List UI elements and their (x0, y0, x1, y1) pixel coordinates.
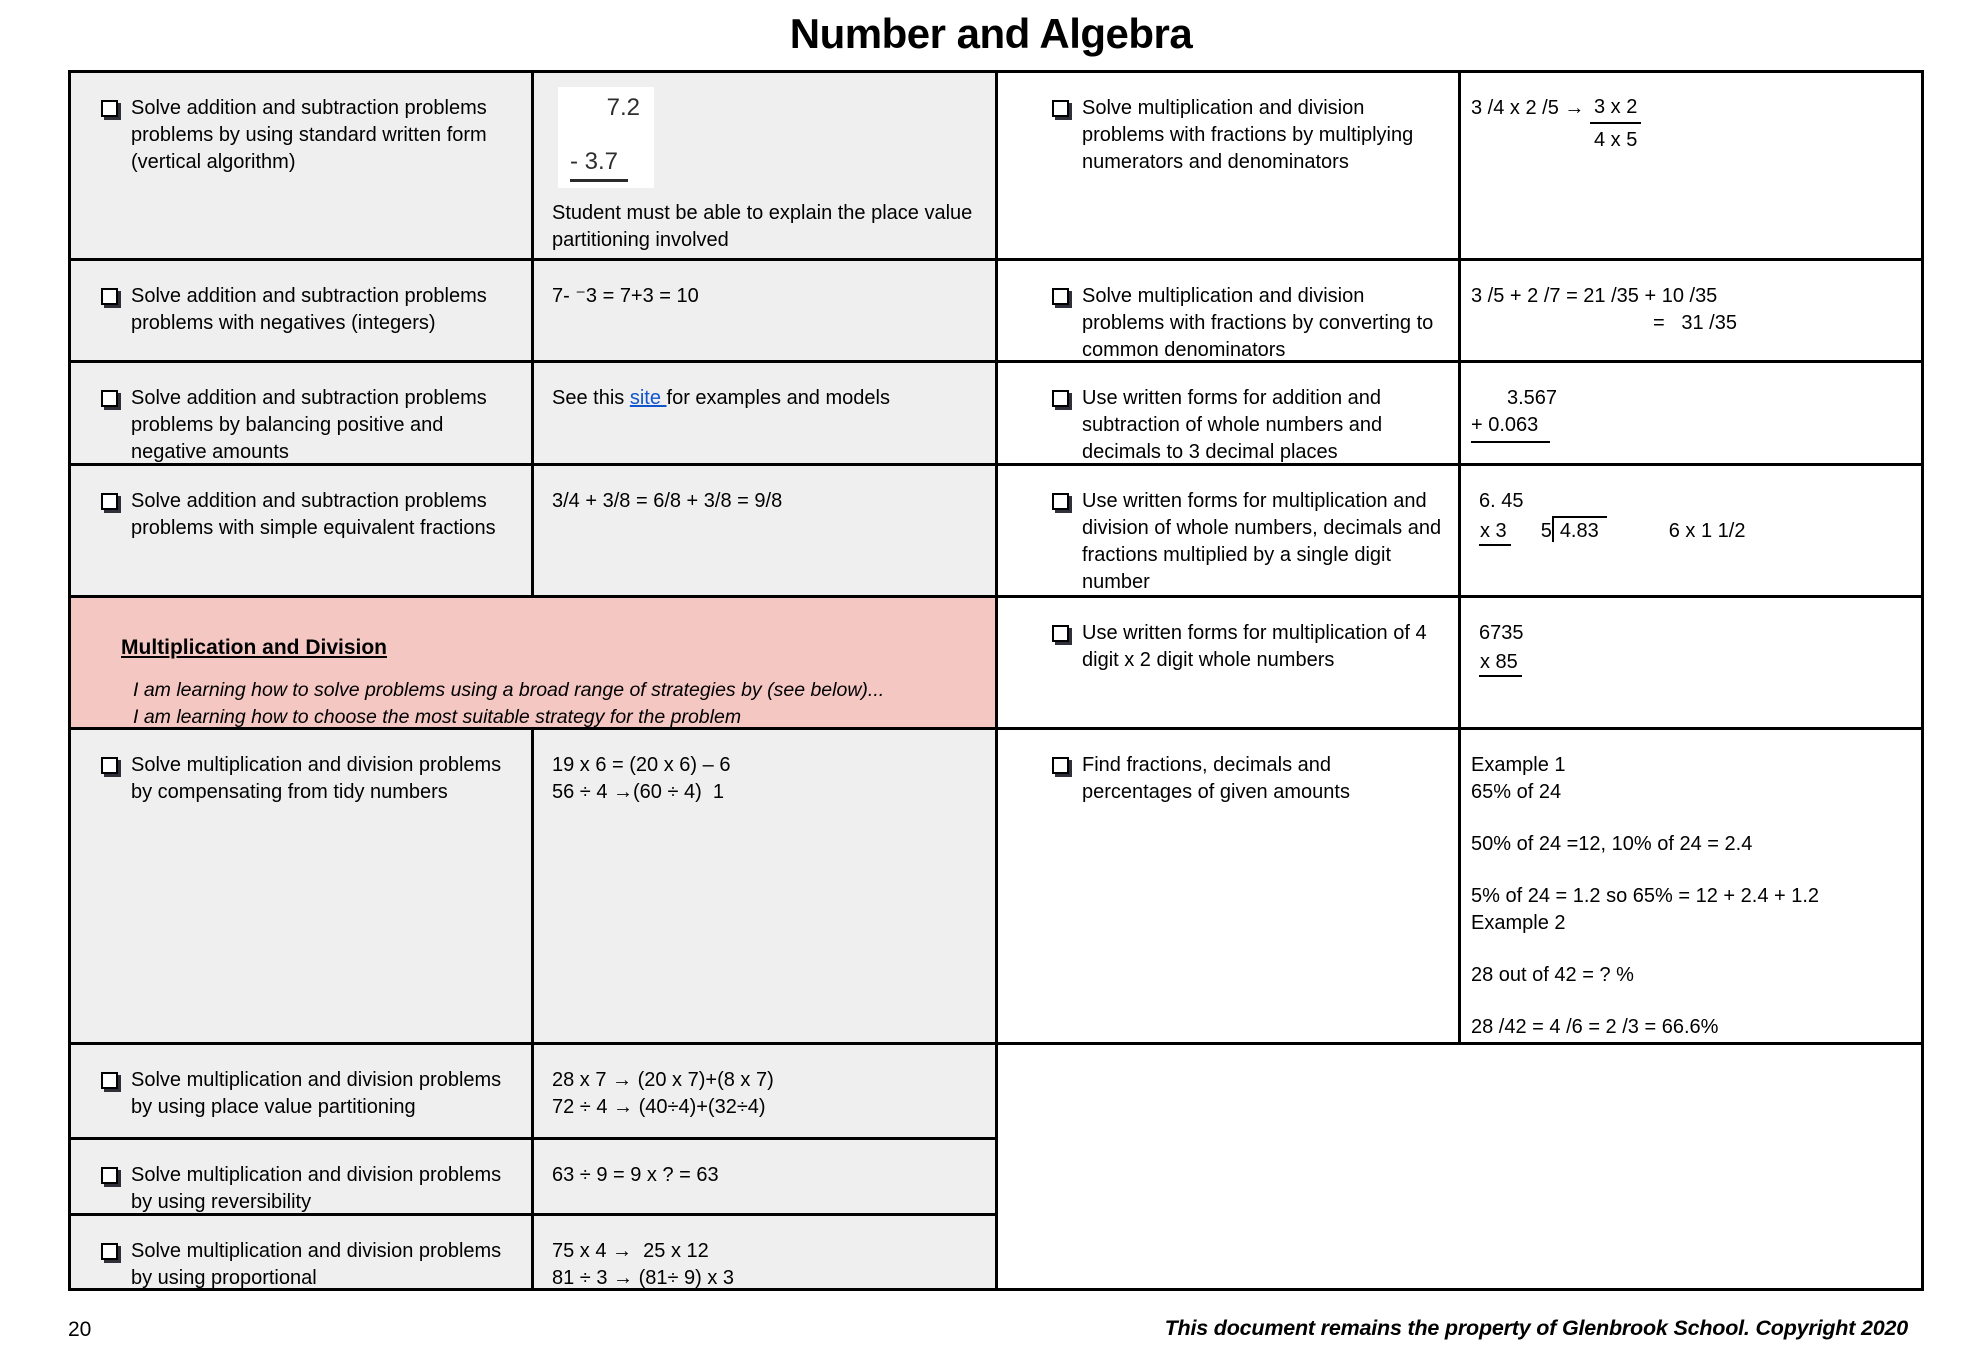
example-text: 28 x 7 → (20 x 7)+(8 x 7) (552, 1069, 774, 1091)
learning-intention-1: I am learning how to solve problems using a broad range of strategies by (see below)... (133, 679, 885, 701)
objective-add-sub-equivalent-fractions (71, 466, 531, 595)
checkbox-icon (101, 1167, 118, 1184)
objective-text: Solve addition and subtraction problems problems by balancing positive and negative amounts (131, 387, 487, 463)
example-line: Example 1 (1471, 754, 1566, 776)
dividend: 4.83 (1552, 516, 1607, 542)
example-text: 75 x 4 → 25 x 12 (552, 1240, 709, 1262)
example-text: 81 ÷ 3 → (81÷ 9) x 3 (552, 1267, 735, 1289)
section-multiplication-division (71, 598, 995, 727)
objective-text: Use written forms for multiplication and division of whole numbers, decimals and fractions multiplied by a single digit number (1082, 490, 1442, 593)
example-decimal-addition (1461, 363, 1921, 463)
example-text: 3/4 + 3/8 = 6/8 + 3/8 = 9/8 (552, 490, 783, 512)
objective-text: Use written forms for addition and subtraction of whole numbers and decimals to 3 decimal places (1082, 387, 1383, 463)
example-text: 19 x 6 = (20 x 6) – 6 (552, 754, 731, 776)
example-text: 56 ÷ 4 →(60 ÷ 4) 1 (552, 781, 725, 803)
objective-text: Solve multiplication and division problems with fractions by multiplying numerators and denominators (1082, 97, 1414, 173)
objective-text: Solve addition and subtraction problems problems by using standard written form (vertical algorithm) (131, 97, 487, 173)
example-equivalent-fractions (534, 466, 995, 595)
example-line: 50% of 24 =12, 10% of 24 = 2.4 (1471, 833, 1753, 855)
long-division (1541, 520, 1607, 542)
multiplier: x 3 (1479, 519, 1511, 546)
checkbox-icon (101, 100, 118, 117)
objective-text: Solve multiplication and division problems with fractions by converting to common denominators (1082, 285, 1434, 361)
checkbox-icon (101, 757, 118, 774)
section-heading: Multiplication and Division (121, 636, 388, 659)
addend-top: 3.567 (1507, 387, 1558, 409)
objective-text: Solve multiplication and division problems by using reversibility (131, 1164, 502, 1213)
objective-add-sub-standard-form (71, 73, 531, 258)
multiplier: x 85 (1479, 650, 1522, 677)
page-title: Number and Algebra (789, 10, 1193, 57)
objective-add-sub-balancing (71, 363, 531, 463)
checkbox-icon (1052, 100, 1069, 117)
example-line: 28 out of 42 = ? % (1471, 964, 1634, 986)
objective-text: Solve multiplication and division problems by compensating from tidy numbers (131, 754, 502, 803)
example-line: 65% of 24 (1471, 781, 1562, 803)
example-note: Student must be able to explain the place value partitioning involved (552, 202, 978, 251)
example-text: 63 ÷ 9 = 9 x ? = 63 (552, 1164, 719, 1186)
example-reversibility (534, 1140, 995, 1213)
objective-text: Solve multiplication and division problems by using place value partitioning (131, 1069, 502, 1118)
objective-compensating-tidy-numbers (71, 730, 531, 1042)
divisor: 5 (1540, 520, 1552, 542)
checkbox-icon (101, 1243, 118, 1260)
objective-4digit-x-2digit (998, 598, 1458, 727)
objective-text: Solve addition and subtraction problems problems with negatives (integers) (131, 285, 487, 334)
objective-text: Find fractions, decimals and percentages of given amounts (1082, 754, 1350, 803)
checkbox-icon (101, 390, 118, 407)
example-vertical-algorithm (534, 73, 995, 258)
checkbox-icon (1052, 493, 1069, 510)
objective-written-mult-div (998, 466, 1458, 595)
example-tidy-numbers (534, 730, 995, 1042)
objective-fractions-common-denominators (998, 261, 1458, 360)
curriculum-table (68, 70, 1924, 1291)
checkbox-icon (1052, 390, 1069, 407)
checkbox-icon (1052, 757, 1069, 774)
checkbox-icon (1052, 288, 1069, 305)
subtrahend: - 3.7 (570, 149, 628, 182)
example-text: 3 /5 + 2 /7 = 21 /35 + 10 /35 (1471, 285, 1718, 307)
subtraction-worked-example-image (558, 87, 654, 188)
example-line: Example 2 (1471, 912, 1566, 934)
fraction (1590, 95, 1641, 154)
fraction-numerator: 3 x 2 (1590, 95, 1641, 124)
empty-cell (998, 1045, 1921, 1288)
objective-fractions-decimals-percentages (998, 730, 1458, 1042)
objective-add-sub-negatives (71, 261, 531, 360)
page-number: 20 (68, 1318, 92, 1341)
example-4digit-multiplication (1461, 598, 1921, 727)
objective-proportional (71, 1216, 531, 1288)
example-negatives (534, 261, 995, 360)
site-link[interactable]: site (629, 387, 667, 409)
multiplicand: 6735 (1479, 622, 1524, 644)
example-balancing (534, 363, 995, 463)
minuend: 7.2 (606, 94, 640, 121)
checkbox-icon (101, 288, 118, 305)
fraction-denominator: 4 x 5 (1593, 129, 1638, 151)
objective-text: Solve multiplication and division problems by using proportional (131, 1240, 502, 1289)
example-text-continued: = 31 /35 (1653, 312, 1737, 334)
objective-fractions-multiply-numerators (998, 73, 1458, 258)
objective-text: Use written forms for multiplication of 4 digit x 2 digit whole numbers (1082, 622, 1427, 671)
learning-intention-2: I am learning how to choose the most suitable strategy for the problem (133, 706, 742, 728)
checkbox-icon (101, 1072, 118, 1089)
example-fraction-multiplication (1461, 73, 1921, 258)
fraction-prefix: 3 /4 x 2 /5 → (1471, 97, 1590, 119)
link-trail-text: for examples and models (666, 387, 890, 409)
mixed-number-example: 6 x 1 1/2 (1668, 520, 1746, 542)
example-text: 7- ⁻3 = 7+3 = 10 (552, 285, 699, 307)
objective-reversibility (71, 1140, 531, 1213)
example-written-mult-div (1461, 466, 1921, 595)
example-place-value-partitioning (534, 1045, 995, 1137)
example-common-denominators (1461, 261, 1921, 360)
objective-text: Solve addition and subtraction problems problems with simple equivalent fractions (131, 490, 496, 539)
example-line: 5% of 24 = 1.2 so 65% = 12 + 2.4 + 1.2 (1471, 885, 1820, 907)
example-text: 72 ÷ 4 → (40÷4)+(32÷4) (552, 1096, 766, 1118)
example-line: 28 /42 = 4 /6 = 2 /3 = 66.6% (1471, 1016, 1719, 1038)
objective-written-add-sub-decimals (998, 363, 1458, 463)
example-proportional (534, 1216, 995, 1288)
copyright-notice: This document remains the property of Glenbrook School. Copyright 2020 (1164, 1316, 1908, 1340)
checkbox-icon (1052, 625, 1069, 642)
link-lead-text: See this (552, 387, 630, 409)
example-percentages (1461, 730, 1921, 1042)
objective-place-value-partitioning (71, 1045, 531, 1137)
multiplicand: 6. 45 (1479, 490, 1524, 512)
addend-bottom: + 0.063 (1471, 412, 1550, 443)
checkbox-icon (101, 493, 118, 510)
